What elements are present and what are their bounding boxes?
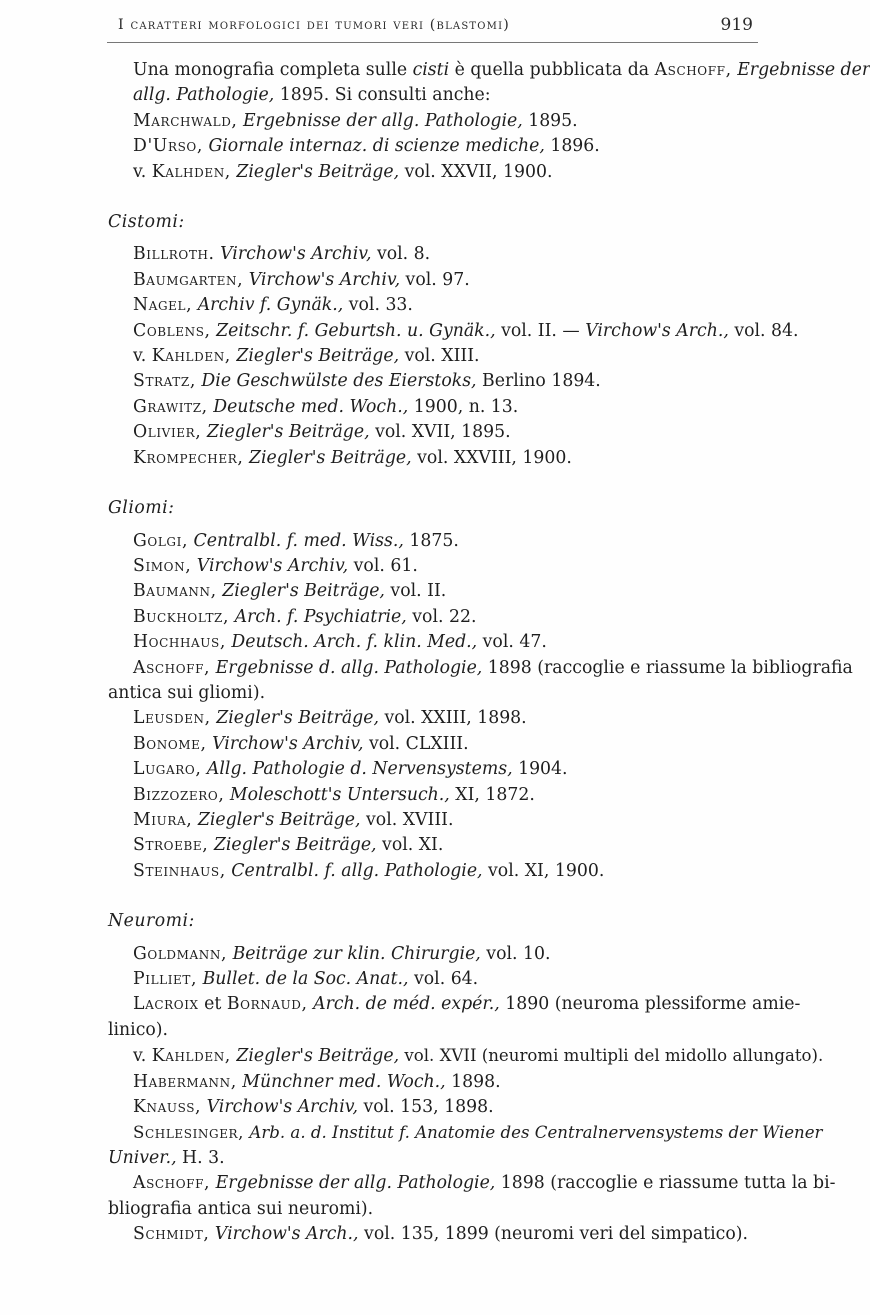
reference-entry: v. Kahlden, Ziegler's Beiträge, vol. XIII.: [133, 346, 480, 367]
reference-entry: Schlesinger, Arb. a. d. Institut f. Anatomie des Centralnervensystems der Wiener: [133, 1123, 823, 1143]
reference-entry: Leusden, Ziegler's Beiträge, vol. XXIII, 1898.: [133, 708, 527, 729]
reference-entry: v. Kahlden, Ziegler's Beiträge, vol. XVII (neuromi multipli del midollo allungato).: [133, 1046, 824, 1067]
reference-entry: Grawitz, Deutsche med. Woch., 1900, n. 13.: [133, 396, 519, 417]
reference-entry: Bonome, Virchow's Archiv, vol. CLXIII.: [133, 733, 469, 754]
reference-entry: Olivier, Ziegler's Beiträge, vol. XVII, 1895.: [133, 422, 511, 443]
reference-entry: Nagel, Archiv f. Gynäk., vol. 33.: [133, 295, 413, 316]
reference-entry: Coblens, Zeitschr. f. Geburtsh. u. Gynäk., vol. II. — Virchow's Arch., vol. 84.: [133, 320, 799, 341]
intro-line-1: Una monografia completa sulle cisti è quella pubblicata da Aschoff, Ergebnisse der: [133, 60, 870, 80]
reference-entry: Golgi, Centralbl. f. med. Wiss., 1875.: [133, 530, 459, 551]
reference-entry: Aschoff, Ergebnisse der allg. Pathologie, 1898 (raccoglie e riassume tutta la bi-: [133, 1173, 836, 1194]
reference-continuation: Univer., H. 3.: [108, 1147, 225, 1168]
reference-continuation: antica sui gliomi).: [108, 682, 266, 703]
reference-entry: Aschoff, Ergebnisse d. allg. Pathologie, 1898 (raccoglie e riassume la bibliografia: [133, 657, 853, 678]
reference-entry: v. Kalhden, Ziegler's Beiträge, vol. XXVII, 1900.: [133, 161, 553, 182]
reference-entry: Buckholtz, Arch. f. Psychiatrie, vol. 22.: [133, 606, 477, 627]
reference-entry: Pilliet, Bullet. de la Soc. Anat., vol. 64.: [133, 969, 479, 989]
reference-entry: Bizzozero, Moleschott's Untersuch., XI, 1872.: [133, 784, 535, 805]
reference-entry: Steinhaus, Centralbl. f. allg. Pathologie, vol. XI, 1900.: [133, 860, 605, 881]
page-number: 919: [720, 15, 753, 35]
reference-continuation: linico).: [108, 1019, 169, 1040]
running-head: [118, 14, 753, 44]
section-heading-cistomi: Cistomi:: [108, 212, 185, 233]
running-title: I caratteri morfologici dei tumori veri (blastomi): [118, 17, 510, 33]
bibliography-body: [108, 58, 870, 1247]
header-rule: [107, 42, 758, 43]
section-heading-gliomi: Gliomi:: [108, 498, 175, 519]
reference-entry: Lacroix et Bornaud, Arch. de méd. expér., 1890 (neuroma plessiforme amie-: [133, 994, 801, 1015]
reference-entry: Stroebe, Ziegler's Beiträge, vol. XI.: [133, 835, 444, 856]
intro-line-2: allg. Pathologie, 1895. Si consulti anche:: [133, 85, 491, 106]
reference-entry: Knauss, Virchow's Archiv, vol. 153, 1898.: [133, 1097, 494, 1118]
reference-entry: Billroth. Virchow's Archiv, vol. 8.: [133, 244, 431, 265]
reference-entry: Simon, Virchow's Archiv, vol. 61.: [133, 555, 418, 576]
reference-entry: Schmidt, Virchow's Arch., vol. 135, 1899 (neuromi veri del simpatico).: [133, 1224, 748, 1245]
reference-entry: Baumgarten, Virchow's Archiv, vol. 97.: [133, 269, 470, 290]
reference-entry: D'Urso, Giornale internaz. di scienze mediche, 1896.: [133, 136, 600, 157]
reference-entry: Miura, Ziegler's Beiträge, vol. XVIII.: [133, 809, 454, 830]
reference-entry: Lugaro, Allg. Pathologie d. Nervensystems, 1904.: [133, 759, 568, 780]
reference-entry: Krompecher, Ziegler's Beiträge, vol. XXVIII, 1900.: [133, 447, 572, 468]
reference-entry: Goldmann, Beiträge zur klin. Chirurgie, vol. 10.: [133, 943, 551, 964]
reference-entry: Habermann, Münchner med. Woch., 1898.: [133, 1071, 501, 1092]
reference-entry: Stratz, Die Geschwülste des Eierstoks, Berlino 1894.: [133, 371, 601, 392]
reference-entry: Baumann, Ziegler's Beiträge, vol. II.: [133, 581, 447, 602]
section-heading-neuromi: Neuromi:: [108, 911, 195, 932]
reference-continuation: bliografia antica sui neuromi).: [108, 1198, 374, 1219]
reference-entry: Marchwald, Ergebnisse der allg. Pathologie, 1895.: [133, 110, 578, 131]
reference-entry: Hochhaus, Deutsch. Arch. f. klin. Med., vol. 47.: [133, 632, 547, 653]
